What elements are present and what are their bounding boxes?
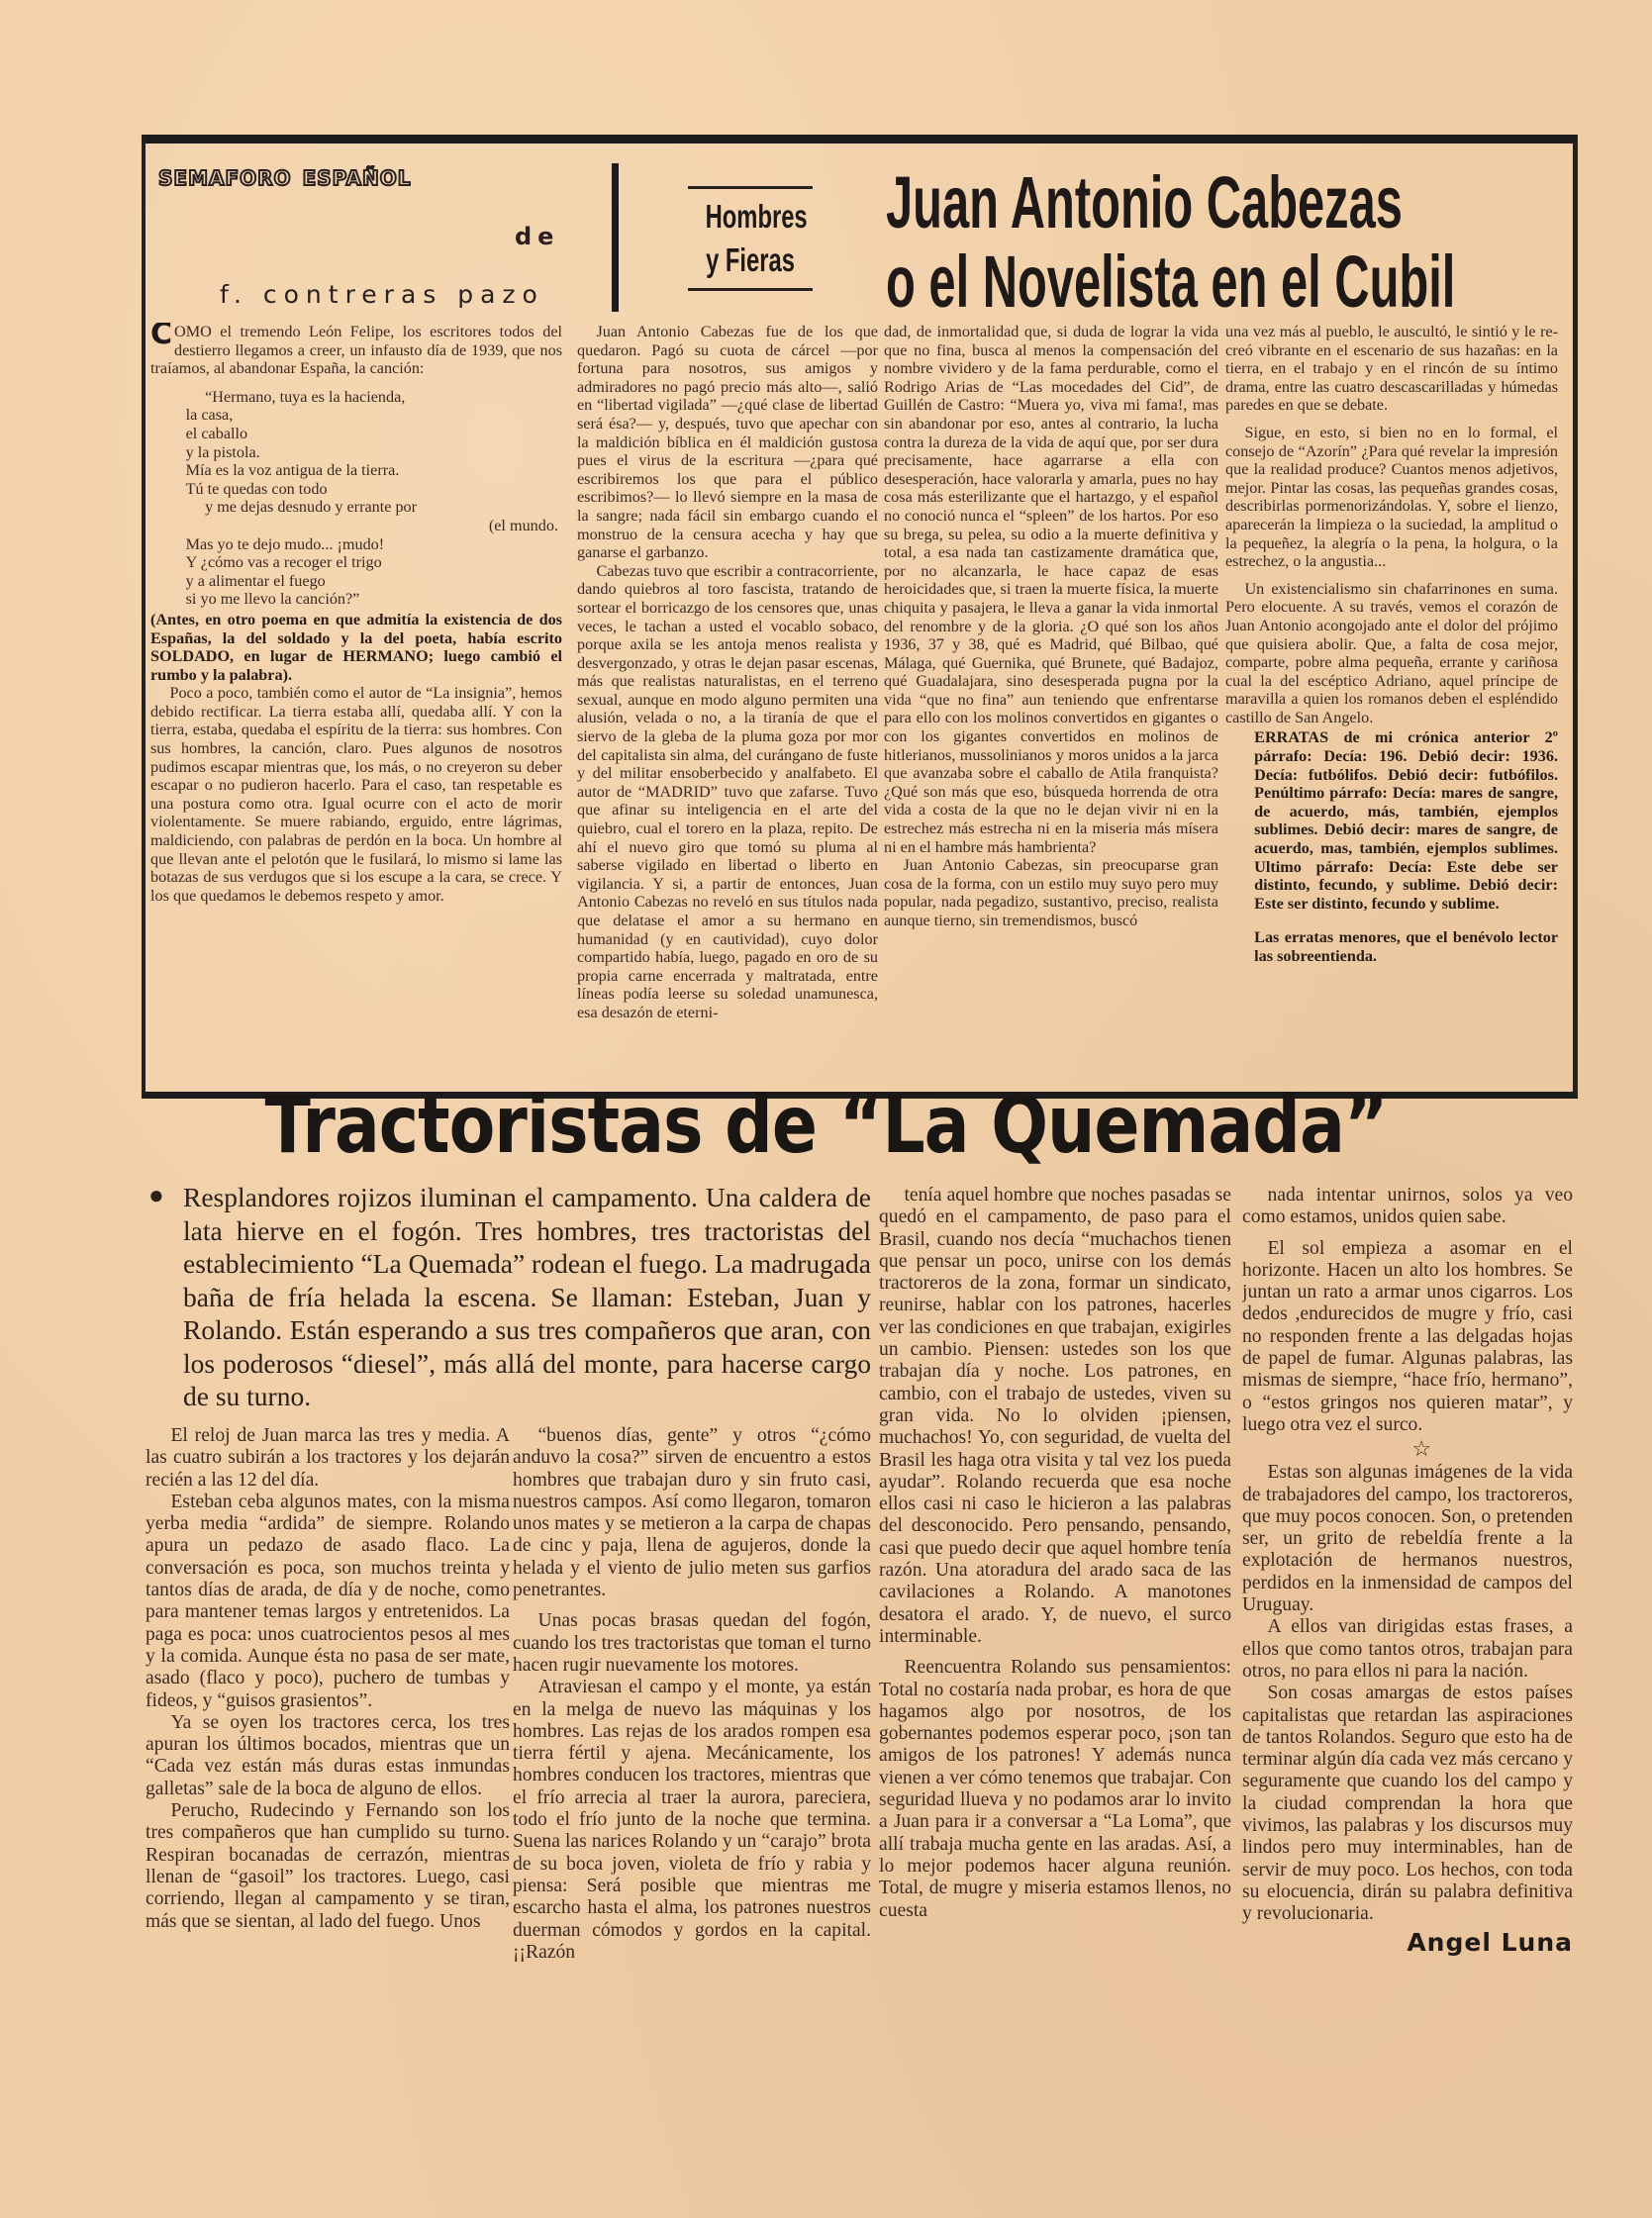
headline bbox=[0, 1079, 1652, 1173]
article-column bbox=[146, 1425, 510, 2123]
paragraph: “buenos días, gente” y otros “¿cómo anduvo la cosa?” sirven de encuentro a estos hombres que trabajan duro y sin fruto casi, nuestros campos. Así como llegaron, tomaron unos mates y se metieron a la carpa de chapas de cinc y paja, llena de agujeros, donde la helada y el viento de julio meten sus garfios penetrantes. bbox=[513, 1425, 871, 1601]
article-column bbox=[879, 1185, 1231, 2123]
paragraph: una vez más al pueblo, le auscultó, le sintió y le re-creó vibrante en el escenario de sus hazañas: en la tierra, en el trabajo y en el rincón de su íntimo drama, entre las cuatro descascarilladas y húmedas paredes en que se debate. bbox=[1225, 323, 1558, 415]
paragraph: Sigue, en esto, si bien no en lo formal, el consejo de “Azorín” ¿Para qué revelar la impresión que la realidad produce? Cuantos menos adjetivos, mejor. Pintar las cosas, las pequeñas grandes cosas, describirlas pormenorizándolas. Y, sobre el lienzo, aparecerán la limpieza o la suciedad, la amplitud o la pequeñez, la alegría o la pena, la holgura, o la estrechez, o la angustia... bbox=[1225, 423, 1558, 571]
poem-line: y a alimentar el fuego bbox=[185, 571, 326, 590]
paragraph: Un existencialismo sin chafarrinones en suma. Pero elocuente. A su través, vemos el corazón de Juan Antonio acongojado ante el dolor del prójimo que quisiera abolir. Que, a falta de cosa mejor, comparte, pobre alma pequeña, errante y cariñosa cual la del escéptico Adriano, aquel príncipe de maravilla a quien los romanos deben el espléndido castillo de San Angelo. bbox=[1225, 579, 1558, 726]
poem-line: Tú te quedas con todo bbox=[185, 479, 328, 498]
paragraph: Perucho, Rudecindo y Fernando son los tres compañeros que han cumplido su turno. Respiran bocanadas de cerrazón, mientras llenan de “gasoil” los tractores. Luego, casi corriendo, llegan al campamento y se tiran, más que se sientan, al lado del fuego. Unos bbox=[146, 1800, 510, 1932]
paragraph-text: OMO el tremendo León Felipe, los escritores todos del destierro llegamos a creer, un infausto día de 1939, que nos traíamos, al abandonar España, la canción: bbox=[150, 323, 562, 378]
article-column bbox=[884, 323, 1218, 1083]
article-column bbox=[1225, 323, 1558, 1083]
paragraph: Poco a poco, también como el autor de “La insignia”, hemos debido rectificar. La tierra estaba allí, quedaba allí. Y con la tierra, estaba, quedaba el espíritu de la tierra: sus hombres. Con sus hombres, la canción, claro. Pues algunos de nosotros pudimos escapar mientras que, los más, o no creyeron su deber escapar o no pudieron hacerlo. Para el caso, tan respetable es una postura como otra. Igual ocurre con el acto de morir violentamente. Se muere rabiando, erguido, entre lágrimas, maldiciendo, con palabras de perdón en la boca. Un hombre al que llevan ante el pelotón que le fusilará, lo mismo si lame las botazas de sus verdugos que si los escupe a la cara, se crece. Y los que quedamos le debemos respeto y amor. bbox=[150, 684, 562, 905]
paragraph bbox=[150, 323, 562, 378]
poem bbox=[150, 388, 562, 609]
poem-line: “Hermano, tuya es la hacienda, bbox=[205, 387, 406, 406]
author-signature: Angel Luna bbox=[1407, 1927, 1573, 1957]
paragraph: Unas pocas brasas quedan del fogón, cuando los tres tractoristas que toman el turno hacen rugir nuevamente los motores. bbox=[513, 1610, 871, 1676]
paragraph: tenía aquel hombre que noches pasadas se quedó en el campamento, de paso para el Brasil, cuando nos decía “muchachos tienen que pensar un poco, unirse con los demás tractoreros de la zona, formar un sindicato, reunirse, hablar con los patrones, hacerles ver las condiciones en que trabajan, exigirles un cambio. Piensen: ustedes son los que trabajan día y noche. Los patrones, en cambio, con el trabajo de ustedes, viven su gran vida. No lo olviden ¡piensen, muchachos! Yo, con seguridad, de vuelta del Brasil les haga otra visita y tal vez los pueda ayudar”. Rolando recuerda que esa noche ellos casi ni caso le hicieron a las palabras del desconocido. Pero pensando, pensando, casi que puedo decir que aquel hombre tenía razón. Una atoradura del arado saca de las cavilaciones a Rolando. A manotones desatora el arado. Y, de nuevo, el surco interminable. bbox=[879, 1185, 1231, 1647]
lead-text: Resplandores rojizos iluminan el campamento. Una caldera de lata hierve en el fogón. Tres hombres, tres tractoristas del establecimiento “La Quemada” rodean el fuego. La madrugada baña de fría helada la escena. Se llaman: Esteban, Juan y Rolando. Están esperando a sus tres compañeros que aran, con los poderosos “diesel”, más allá del monte, para hacerse cargo de su turno. bbox=[183, 1182, 871, 1411]
paragraph: El reloj de Juan marca las tres y media. A las cuatro subirán a los tractores y los dejarán recién a las 12 del día. bbox=[146, 1425, 510, 1491]
paragraph: Juan Antonio Cabezas, sin preocuparse gran cosa de la forma, con un estilo muy suyo pero muy popular, nada pegadizo, sustantivo, preciso, realista aunque tierno, sin tremendismos, buscó bbox=[884, 856, 1218, 929]
article-column bbox=[1242, 1185, 1573, 2123]
section-label-line: y Fieras bbox=[706, 241, 795, 278]
poem-line: Y ¿cómo vas a recoger el trigo bbox=[185, 553, 382, 572]
paragraph: Reencuentra Rolando sus pensamientos: Total no costaría nada probar, es hora de que hagamos algo por nosotros, de los gobernantes podemos esperar poco, ¡son tan amigos de los patrones! Y además nunca vienen a ver cómo tenemos que trabajar. Con seguridad llueva y no podamos arar lo invito a Juan para ir a conversar a “La Loma”, que allí trabaja mucha gente en las aradas. Así, a lo mejor podemos hacer alguna reunión. Total, de mugre y miseria estamos llenos, no cuesta bbox=[879, 1657, 1231, 1921]
article-column bbox=[150, 323, 562, 1083]
paragraph: Son cosas amargas de estos países capitalistas que retardan las aspiraciones de tantos Rolandos. Seguro que esto ha de terminar algún día cada vez más cercano y seguramente que cuando los del campo y la ciudad comprendan la hora que vivimos, las palabras y los discursos muy lindos pero muy interminables, han de servir de muy poco. Los hechos, con toda su elocuencia, dirán su palabra definitiva y revolucionaria. bbox=[1242, 1683, 1573, 1925]
poem-line: (el mundo. bbox=[488, 516, 558, 534]
article-column bbox=[513, 1425, 871, 2123]
article-title-line: o el Novelista en el Cubil bbox=[886, 241, 1456, 323]
paragraph: El sol empieza a asomar en el horizonte. Hacen un alto los hombres. Se juntan un rato a armar unos cigarros. Los dedos ,endurecidos de mugre y frío, casi no responden frente a las delgadas hojas de papel de fumar. Algunas palabras, las mismas de siempre, “hace frío, hermano”, o “estos gringos nos quieren matar”, y luego otra vez el surco. bbox=[1242, 1237, 1573, 1435]
headline-text: Tractoristas de “La Quemada” bbox=[264, 1079, 1388, 1173]
vertical-rule bbox=[612, 163, 619, 312]
paragraph: Ya se oyen los tractores cerca, los tres apuran los últimos bocados, mientras que un “Cada vez están más duras estas inmundas galletas” sale de la boca de alguno de ellos. bbox=[146, 1711, 510, 1799]
poem-line: Mas yo te dejo mudo... ¡mudo! bbox=[185, 534, 385, 553]
paragraph: A ellos van dirigidas estas frases, a ellos que como tantos otros, trabajan para otros, no para ellos ni para la nación. bbox=[1242, 1616, 1573, 1682]
byline-author: f. contreras pazo bbox=[220, 280, 544, 309]
poem-line: el caballo bbox=[185, 424, 248, 442]
article-title bbox=[886, 163, 1569, 322]
drop-cap: C bbox=[150, 323, 173, 351]
paragraph: (Antes, en otro poema en que admitía la existencia de dos Españas, la del soldado y la del poeta, había escrito SOLDADO, en lugar de HERMANO; luego cambió el rumbo y la palabra). bbox=[150, 610, 562, 684]
section-label bbox=[688, 186, 813, 291]
byline-de: de bbox=[515, 223, 560, 250]
poem-line: si yo me llevo la canción?” bbox=[185, 590, 360, 609]
paragraph: Estas son algunas imágenes de la vida de trabajadores del campo, los tractoreros, que muy pocos conocen. Son, o pretenden ser, un grito de rebeldía frente a la explotación de hermanos nuestros, perdidos en la inmensidad de campos del Uruguay. bbox=[1242, 1462, 1573, 1616]
paragraph: dad, de inmortalidad que, si duda de lograr la vida que no fina, busca al menos la compensación del nombre vividero y de la fama perdurable, como el Rodrigo Arias de “Las mocedades del Cid”, de Guillén de Castro: “Muera yo, viva mi fama!, mas sin abandonar por eso, antes al contrario, la lucha contra la dureza de la vida de aquí que, por ser dura precisamente, hace agarrarse a ella con desesperación, hace valorarla y amarla, pues no hay cosa más esterilizante que el hartazgo, y el español no conoció nunca el “spleen” de los hartos. Por eso su brega, su pelea, su odio a la muerte definitiva y total, a esa nada tan castizamente dramática que, por no alcanzarla, le hace capaz de esas heroicidades que, si traen la muerte física, la muerte chiquita y pasajera, le lleva a ganar la vida inmortal del renombre y de la gloria. ¿O qué son los años 1936, 37 y 38, qué es Madrid, qué Bilbao, qué Málaga, qué Guernika, qué Brunete, qué Badajoz, qué Guadalajara, sino desesperada pugna por la vida “que no fina” aun teniendo que enfrentarse para ello con los molinos convertidos en gigantes o con los gigantes convertidos en molinos de hitlerianos, mussolinianos y moros unidos a la jarca que avanzaba sobre el caballo de Atila franquista? ¿Qué son más que eso, búsqueda horrenda de otra vida a costa de la que no le dejan vivir ni en la estrechez más estrecha ni en la miseria más mísera ni en el hambre más hambrienta? bbox=[884, 323, 1218, 856]
paragraph: nada intentar unirnos, solos ya veo como estamos, unidos quien sabe. bbox=[1242, 1185, 1573, 1228]
lead-paragraph bbox=[148, 1181, 871, 1413]
star-separator-icon: ☆ bbox=[1411, 1436, 1432, 1462]
poem-line: y me dejas desnudo y errante por bbox=[205, 498, 418, 517]
paragraph: Esteban ceba algunos mates, con la misma yerba media “ardida” de siempre. Rolando apura un pedazo de asado flaco. La conversación es poca, son muchos treinta y tantos días de arada, de día y de noche, como para mantener temas largos y entretenidos. La paga es poca: unos cuatrocientos pesos al mes y la comida. Aunque ésta no pasa de ser mate, asado (flaco y poco), puchero de tumbas y fideos, y “guisos grasientos”. bbox=[146, 1491, 510, 1711]
paragraph: Cabezas tuvo que escribir a contracorriente, dando quiebros al toro fascista, tratando de sortear el borricazgo de los censores que, unas veces, le tachan a usted el vocablo sobaco, porque axila se les antoja menos realista y desvergonzado, y otras le dejan pasar escenas, más que realistas naturalistas, en el terreno sexual, aunque en modo alguno permiten una alusión, velada o no, a la tiranía de que el siervo de la gleba de la pluma goza por mor del capitalista sin alma, del curángano de fuste y del militar ensoberbecido y analfabeto. El autor de “MADRID” tuvo que zafarse. Tuvo que afinar su inteligencia en el arte del quiebro, cual el torero en la plaza, repito. De ahí el nuevo giro que tomó su pluma al saberse vigilado en libertad o liberto en vigilancia. Y si, a partir de entonces, Juan Antonio Cabezas no reveló en sus títulos nada que delatase el amor a su hermano en humanidad (y en cautividad), cuyo dolor compartido había, luego, pagado en oro de su propia carne encerrada y maltratada, entre líneas podía leerse su soledad unamunesca, esa desazón de eterni- bbox=[577, 561, 878, 1021]
article-column bbox=[577, 323, 878, 1083]
errata-note: Las erratas menores, que el benévolo lector las sobreentienda. bbox=[1254, 928, 1558, 965]
section-label-line: Hombres bbox=[705, 198, 808, 235]
paragraph: Atraviesan el campo y el monte, ya están en la melga de nuevo las máquinas y los hombres. Las rejas de los arados rompen esa tierra fértil y ajena. Mecánicamente, los hombres conducen los tractores, mientras que el frío arrecia al traer la aurora, pareciera, todo el frío junto de la noche que termina. Suena las narices Rolando y un “carajo” brota de su boca joven, violeta de frío y rabia y piensa: Será posible que mientras me escarcho hasta el alma, los patrones nuestros duerman cómodos y gordos en la capital. ¡¡Razón bbox=[513, 1677, 871, 1963]
column-name: semaforo español bbox=[158, 158, 412, 192]
bullet-icon: ● bbox=[148, 1181, 164, 1209]
poem-line: y la pistola. bbox=[185, 442, 260, 461]
errata-note: ERRATAS de mi crónica anterior 2º párrafo: Decía: 196. Debió decir: 1936. Decía: futbólifos. Debió decir: futbófilos. Penúltimo párrafo: Decía: mares de sangre, de acuerdo, más, también, ejemplos sublimes. Debió decir: mares de sangre, de acuerdo, mas, también, ejemplos sublimes. Ultimo párrafo: Decía: Este debe ser distinto, fecundo, y sublime. Debió decir: Este ser distinto, fecundo y sublime. bbox=[1254, 728, 1558, 913]
paragraph: Juan Antonio Cabezas fue de los que quedaron. Pagó su cuota de cárcel —por fortuna para nosotros, sus amigos y admiradores no pagó precio más alto—, salió en “libertad vigilada” —¿qué clase de libertad será ésa?— y, después, tuvo que apechar con la maldición bíblica en él maldición gustosa pues el virus de la escritura —¿para qué escribiremos los que para el público escribimos?— lo llevó siempre en la masa de la sangre; nada fácil sin embargo cuando el monstruo de la censura acecha y hay que ganarse el garbanzo. bbox=[577, 323, 878, 562]
article-title-line: Juan Antonio Cabezas bbox=[886, 161, 1403, 243]
poem-line: la casa, bbox=[185, 406, 234, 425]
poem-line: Mía es la voz antigua de la tierra. bbox=[185, 461, 400, 480]
